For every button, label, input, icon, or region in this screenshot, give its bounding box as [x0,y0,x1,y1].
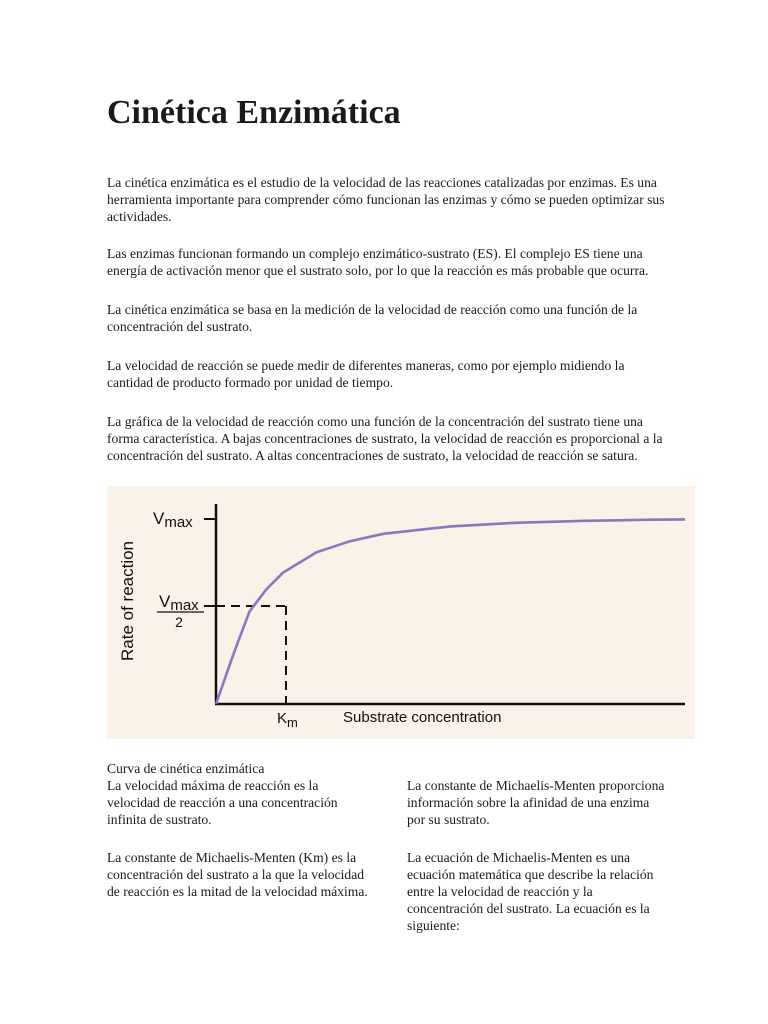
paragraph-graph-shape: La gráfica de la velocidad de reacción como una función de la concentración del sustrato tiene una forma característica. A bajas concentraciones de sustrato, la velocidad de reacción es proporcional a la concentración del sustrato. A altas concentraciones de sustrato, la velocidad de reacción se satura. [107,414,663,463]
x-axis-label: Substrate concentration [343,709,502,726]
paragraph-measurement-basis: La cinética enzimática se basa en la medición de la velocidad de reacción como una función de la concentración del sustrato. [107,302,638,334]
column-right-bottom: La ecuación de Michaelis-Menten es una ecuación matemática que describe la relación entre la velocidad de reacción y la concentración del sustrato. La ecuación es la siguiente: [407,850,654,933]
column-left-bottom: La constante de Michaelis-Menten (Km) es la concentración del sustrato a la que la velocidad de reacción es la mitad de la velocidad máxima. [107,850,368,899]
half-vmax-label-main: V [159,592,171,611]
figure-caption: Curva de cinética enzimática [107,761,265,776]
km-label-sub: m [287,715,298,730]
paragraph-rate-measurement: La velocidad de reacción se puede medir de diferentes maneras, como por ejemplo midiendo la cantidad de producto formado por unidad de tiempo. [107,358,625,390]
kinetics-chart [107,486,695,739]
paragraph-intro: La cinética enzimática es el estudio de la velocidad de las reacciones catalizadas por enzimas. Es una herramienta importante para comprender cómo funcionan las enzimas y cómo se pueden optimizar sus actividades. [107,175,665,224]
column-right-top: La constante de Michaelis-Menten proporciona información sobre la afinidad de una enzima por su sustrato. [407,778,665,827]
half-vmax-denominator: 2 [175,614,183,630]
kinetics-chart-svg [107,486,695,739]
vmax-label-sub: max [164,514,193,531]
y-axis-label: Rate of reaction [118,540,137,662]
page-title: Cinética Enzimática [107,94,401,131]
vmax-label [153,509,193,531]
km-label-main: K [277,710,288,727]
paragraph-es-complex: Las enzimas funcionan formando un complejo enzimático-sustrato (ES). El complejo ES tiene una energía de activación menor que el sustrato solo, por lo que la reacción es más probable que ocurra. [107,246,649,278]
half-vmax-label [159,592,199,614]
column-left-top: La velocidad máxima de reacción es la velocidad de reacción a una concentración infinita de sustrato. [107,778,338,827]
half-vmax-label-sub: max [170,597,199,614]
vmax-label-main: V [153,509,165,528]
km-label [277,710,298,730]
